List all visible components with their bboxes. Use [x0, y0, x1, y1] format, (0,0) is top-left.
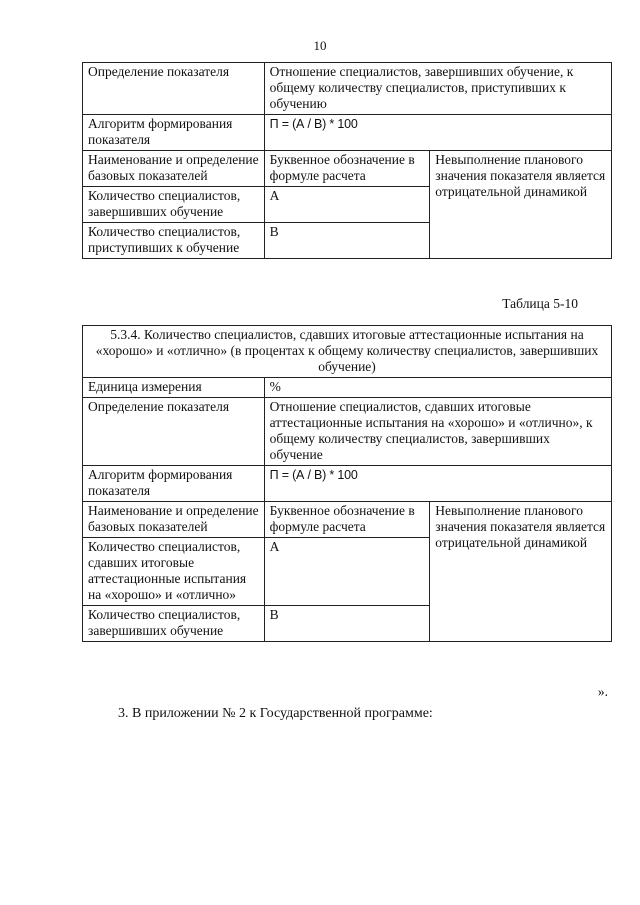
algorithm-formula: П = (А / В) * 100 [264, 115, 611, 151]
base-indicator-letter: А [264, 187, 430, 223]
header-letter: Буквенное обозначение в формуле расчета [264, 502, 430, 538]
definition-value: Отношение специалистов, сдавших итоговые аттестационные испытания на «хорошо» и «отлично», к общему количеству специалистов, завершивших обучение [264, 398, 611, 466]
base-indicator-letter: А [264, 538, 430, 606]
table-row [83, 466, 612, 502]
base-indicator-letter: В [264, 606, 430, 642]
table-row [83, 115, 612, 151]
header-name: Наименование и определение базовых показателей [83, 151, 265, 187]
table-row [83, 398, 612, 466]
definition-value: Отношение специалистов, завершивших обучение, к общему количеству специалистов, приступивших к обучению [264, 63, 611, 115]
definition-label: Определение показателя [83, 63, 265, 115]
closing-quote: ». [597, 684, 608, 699]
algorithm-label: Алгоритм формирования показателя [83, 466, 265, 502]
unit-value: % [264, 378, 611, 398]
indicator-table-2 [82, 325, 612, 642]
definition-label: Определение показателя [83, 398, 265, 466]
base-indicator-name: Количество специалистов, завершивших обучение [83, 187, 265, 223]
indicator-title: 5.3.4. Количество специалистов, сдавших итоговые аттестационные испытания на «хорошо» и «отлично» (в процентах к общему количеству специалистов, завершивших обучение) [83, 326, 612, 378]
table-row [83, 502, 612, 538]
base-indicator-letter: В [264, 223, 430, 259]
algorithm-formula: П = (А / В) * 100 [264, 466, 611, 502]
indicator-table-1 [82, 62, 612, 259]
table-row [83, 326, 612, 378]
table-caption: Таблица 5-10 [502, 296, 578, 311]
negative-dynamics-note: Невыполнение планового значения показателя является отрицательной динамикой [430, 502, 612, 642]
algorithm-label: Алгоритм формирования показателя [83, 115, 265, 151]
negative-dynamics-note: Невыполнение планового значения показателя является отрицательной динамикой [430, 151, 612, 259]
base-indicator-name: Количество специалистов, приступивших к обучение [83, 223, 265, 259]
page-number: 10 [313, 38, 327, 53]
appendix-paragraph: 3. В приложении № 2 к Государственной программе: [118, 706, 433, 721]
table-row [83, 151, 612, 187]
unit-label: Единица измерения [83, 378, 265, 398]
table-row [83, 378, 612, 398]
header-letter: Буквенное обозначение в формуле расчета [264, 151, 430, 187]
base-indicator-name: Количество специалистов, сдавших итоговые аттестационные испытания на «хорошо» и «отлично» [83, 538, 265, 606]
table-row [83, 63, 612, 115]
header-name: Наименование и определение базовых показателей [83, 502, 265, 538]
base-indicator-name: Количество специалистов, завершивших обучение [83, 606, 265, 642]
